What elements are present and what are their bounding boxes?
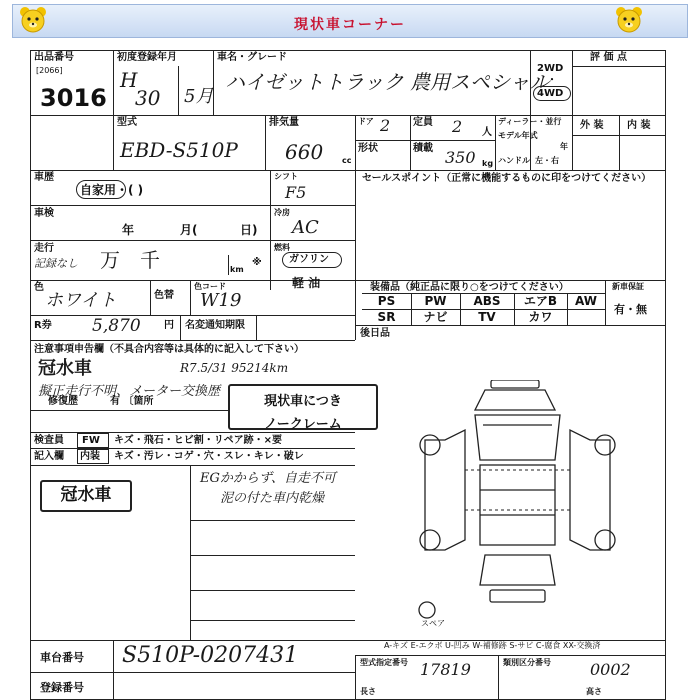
first-reg-era: H	[120, 68, 138, 92]
model-code-label: 型式	[117, 117, 137, 128]
rating-label: 評 価 点	[590, 52, 627, 63]
mileage-star: ※	[252, 257, 262, 268]
color-value: ホワイト	[45, 290, 117, 311]
notes-line1-right: R7.5/31 95214km	[180, 361, 289, 375]
color-change-label: 色替	[154, 290, 174, 301]
equip-ps[interactable]: PS	[377, 294, 396, 308]
drive-2wd[interactable]: 2WD	[537, 63, 564, 74]
drive-dot: ・	[547, 75, 557, 86]
model-code: EBD-S510P	[120, 138, 238, 162]
shift-label: シフト	[274, 172, 298, 181]
height-label: 高さ	[586, 687, 602, 696]
equip-abs[interactable]: ABS	[473, 294, 501, 308]
name-change-label: 名変通知期限	[185, 320, 245, 331]
first-reg-year: 30	[135, 86, 161, 110]
handle-label: ハンドル	[498, 156, 530, 165]
mileage-man: 万	[100, 248, 120, 272]
inspection-day: 日)	[240, 223, 258, 237]
damage-legend: A-キズ E-エクボ U-凹み W-補修跡 S-サビ C-腐食 XX-交換済	[384, 641, 601, 650]
equip-navi[interactable]: ナビ	[423, 310, 448, 324]
doors: 2	[380, 116, 391, 135]
handwritten-note-line1: EGかからず、自走不可	[200, 471, 336, 486]
entry-label: 記入欄	[34, 451, 64, 462]
length-label: 長さ	[360, 687, 376, 696]
stamp-line2: ノークレーム	[264, 417, 342, 432]
drive-4wd[interactable]: 4WD	[537, 88, 564, 99]
exterior-label: 外 装	[580, 120, 604, 131]
history-label: 車歴	[34, 172, 54, 183]
load-label: 積載	[413, 143, 433, 154]
mileage-sen: 千	[140, 248, 160, 272]
capacity-unit: 人	[482, 127, 492, 138]
reg-label: 登録番号	[40, 681, 84, 694]
selling-points-title: セールスポイント（正常に機能するものに印をつけてください）	[362, 173, 652, 184]
lot-code: [2066]	[36, 66, 63, 75]
repair-value: 有 〔箇所	[110, 396, 154, 407]
equip-airbag[interactable]: エアB	[523, 294, 558, 308]
mascot-left-icon	[18, 6, 48, 34]
equip-tv[interactable]: TV	[478, 310, 496, 324]
displacement-unit: cc	[342, 156, 352, 165]
load: 350	[445, 148, 476, 167]
type-cert-value: 17819	[420, 660, 471, 679]
class-label: 類別区分番号	[503, 658, 551, 667]
history-value[interactable]: 自家用・( )	[80, 183, 144, 197]
load-unit: kg	[482, 159, 494, 168]
ac-label: 冷房	[274, 208, 290, 217]
mascot-right-icon	[614, 6, 644, 34]
inspector-label: 検査員	[34, 435, 64, 446]
equipment-title: 装備品（純正品に限り○をつけてください）	[370, 282, 569, 293]
class-value: 0002	[590, 660, 631, 679]
handle-value[interactable]: 左・右	[535, 156, 559, 165]
header-banner	[12, 4, 688, 38]
recycle-label: R券	[34, 320, 52, 331]
inspector-marks: キズ・飛石・ヒビ割・リペア跡・×要	[114, 435, 282, 446]
mileage-km: km	[230, 265, 244, 274]
notes-title: 注意事項申告欄（不具合内容等は具体的に記入して下さい）	[34, 344, 304, 355]
first-reg-label: 初度登録年月	[117, 52, 177, 63]
ac-value: AC	[292, 217, 319, 238]
color-code-label: 色コード	[194, 282, 226, 291]
flood-stamp: 冠水車	[40, 480, 132, 512]
capacity-label: 定員	[413, 117, 433, 128]
equip-sr[interactable]: SR	[377, 310, 396, 324]
type-cert-label: 型式指定番号	[360, 658, 408, 667]
new-car-warranty-label: 新車保証	[612, 282, 644, 291]
dealer-label: ディーラー・並行	[498, 117, 562, 126]
color-code-value: W19	[200, 290, 242, 311]
vehicle-damage-diagram[interactable]	[405, 380, 630, 630]
new-car-warranty-value[interactable]: 有・無	[614, 303, 647, 316]
notes-line2: 擬正走行不明、メーター交換歴	[38, 384, 221, 399]
spare-label: スペア	[421, 619, 445, 628]
model-year-label: モデル年式	[498, 131, 538, 140]
inspector-box-label: FW	[82, 435, 100, 446]
fuel-label: 燃料	[274, 243, 290, 252]
first-reg-month: 5月	[184, 86, 214, 107]
recycle-value: 5,870	[92, 316, 141, 336]
entry-box-label: 内装	[80, 451, 100, 462]
shift-value: F5	[285, 183, 307, 202]
banner-title: 現状車コーナー	[294, 17, 406, 33]
interior-label: 内 装	[627, 120, 651, 131]
mileage-note: 記録なし	[34, 257, 78, 270]
notes-line1: 冠水車	[38, 358, 92, 379]
displacement: 660	[285, 140, 324, 164]
year-unit: 年	[560, 142, 568, 151]
chassis-label: 車台番号	[40, 651, 84, 664]
doors-label: ドア	[358, 117, 374, 126]
no-claim-stamp	[228, 384, 378, 430]
repair-label: 修復歴	[48, 396, 78, 407]
inspection-year: 年	[122, 223, 135, 237]
inspection-label: 車検	[34, 208, 54, 219]
entry-marks: キズ・汚レ・コゲ・穴・スレ・キレ・破レ	[114, 451, 304, 462]
equip-leather[interactable]: カワ	[528, 310, 553, 324]
equip-aw[interactable]: AW	[575, 294, 597, 308]
fuel-gasoline[interactable]: ガソリン	[289, 254, 329, 265]
color-label: 色	[34, 282, 44, 293]
recycle-unit: 円	[164, 320, 174, 331]
shape-label: 形状	[358, 143, 378, 154]
handwritten-note-line2: 泥の付た車内乾燥	[220, 491, 325, 506]
capacity: 2	[452, 117, 463, 136]
equip-pw[interactable]: PW	[424, 294, 447, 308]
model-name: ハイゼットトラック 農用スペシャル	[225, 70, 550, 94]
model-name-label: 車名・グレード	[217, 52, 287, 63]
chassis-value: S510P-0207431	[122, 643, 299, 668]
fuel-diesel[interactable]: 軽 油	[292, 276, 321, 290]
lot-number: 3016	[40, 84, 107, 112]
displacement-label: 排気量	[269, 117, 299, 128]
stamp-line1: 現状車につき	[264, 394, 342, 409]
exhibit-no-label: 出品番号	[34, 52, 74, 63]
inspection-month: 月(	[180, 223, 198, 237]
mileage-label: 走行	[34, 243, 54, 254]
aftermarket-label: 後日品	[360, 328, 390, 339]
